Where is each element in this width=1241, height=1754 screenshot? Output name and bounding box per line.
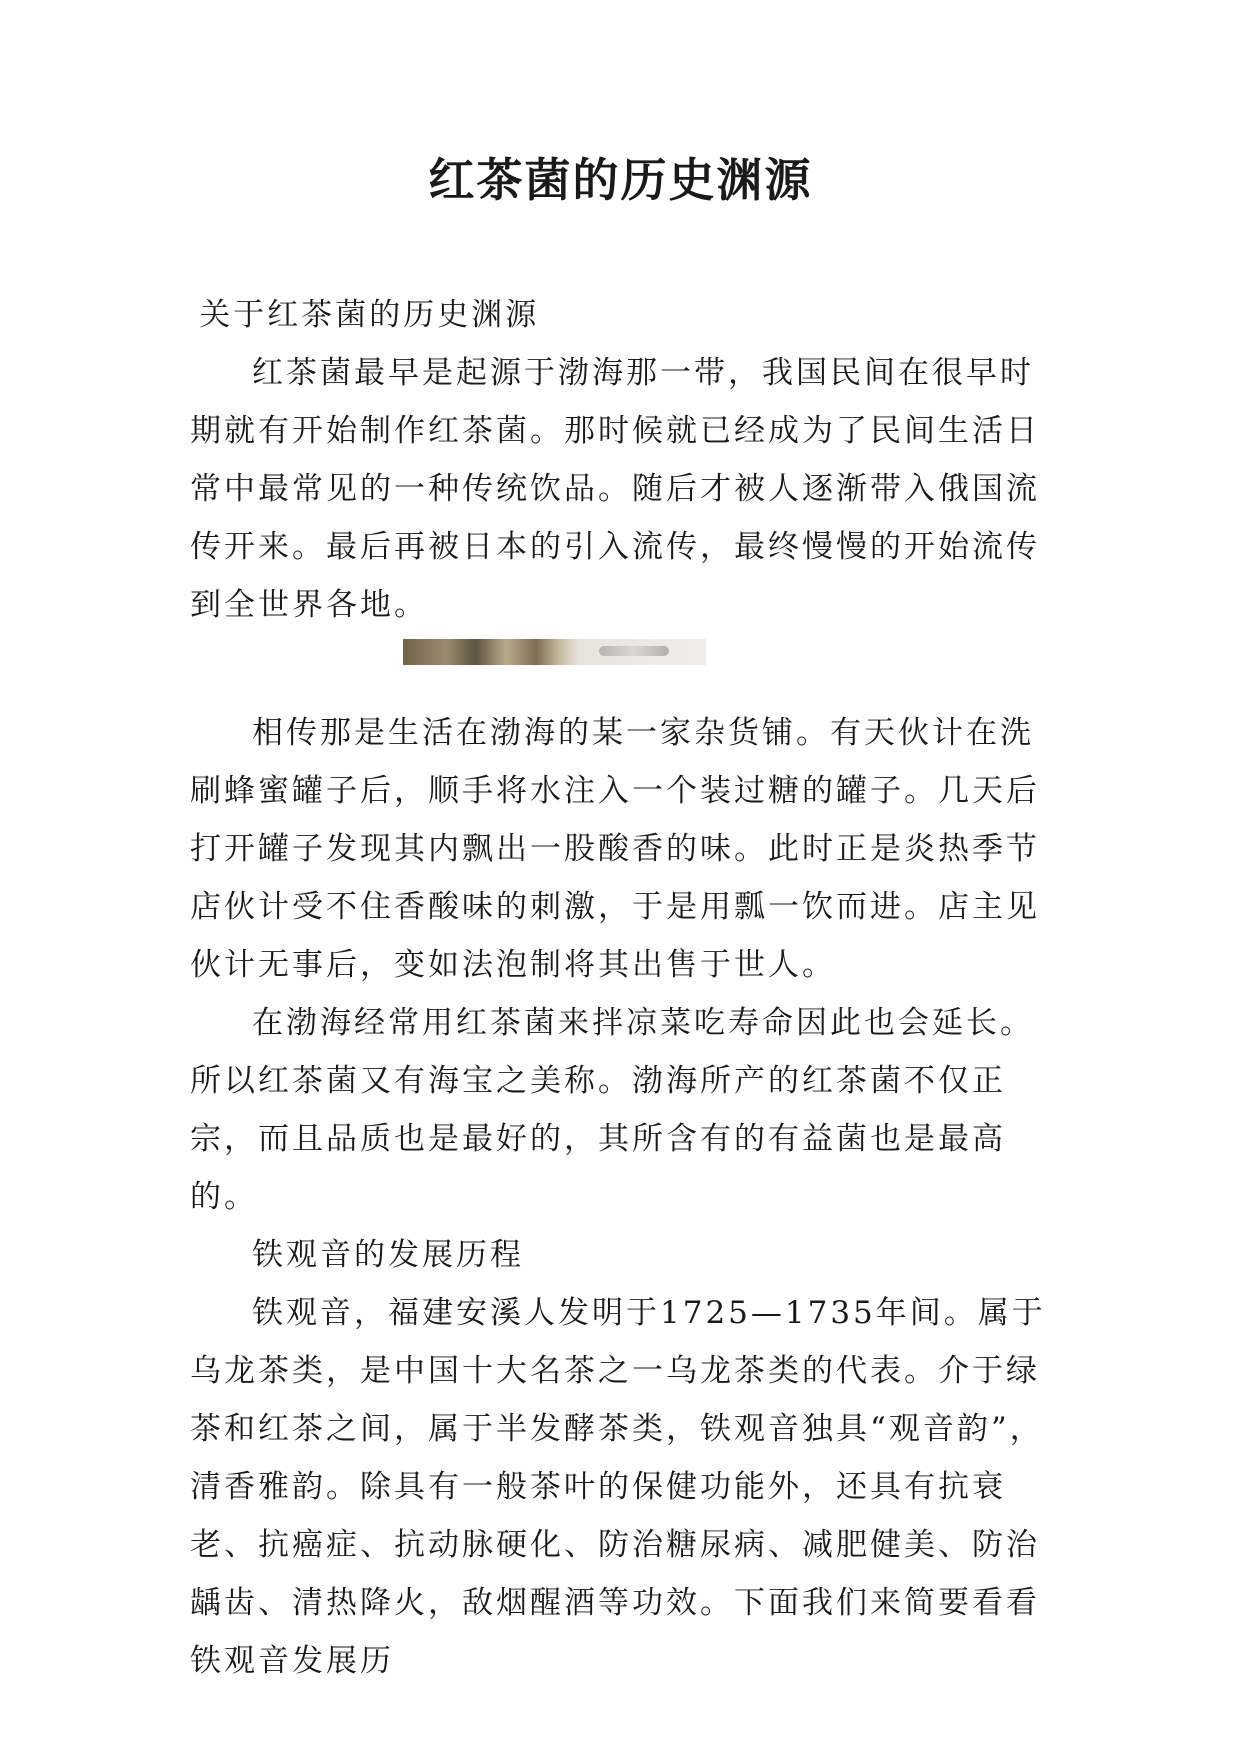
paragraph: 红茶菌最早是起源于渤海那一带，我国民间在很早时期就有开始制作红茶菌。那时候就已经成为了民间生活日常中最常见的一种传统饮品。随后才被人逐渐带入俄国流传开来。最后再被日本的引入流传，最终慢慢的开始流传到全世界各地。 <box>190 355 1040 623</box>
paragraph: 相传那是生活在渤海的某一家杂货铺。有天伙计在洗刷蜂蜜罐子后，顺手将水注入一个装过糖的罐子。几天后打开罐子发现其内飘出一股酸香的味。此时正是炎热季节店伙计受不住香酸味的刺激，于是用瓢一饮而进。店主见伙计无事后，变如法泡制将其出售于世人。 <box>190 715 1040 983</box>
document-title: 红茶菌的历史渊源 <box>428 153 813 207</box>
watermark-logo-icon <box>599 646 669 656</box>
section-heading: 铁观音的发展历程 <box>252 1237 524 1273</box>
paragraph: 铁观音，福建安溪人发明于1725—1735年间。属于乌龙茶类，是中国十大名茶之一乌龙茶类的代表。介于绿茶和红茶之间，属于半发酵茶类，铁观音独具“观音韵”，清香雅韵。除具有一般茶叶的保健功能外，还具有抗衰老、抗癌症、抗动脉硬化、防治糖尿病、减肥健美、防治龋齿、清热降火，敌烟醒酒等功效。下面我们来简要看看铁观音发展历 <box>190 1295 1046 1679</box>
paragraph: 在渤海经常用红茶菌来拌凉菜吃寿命因此也会延长。所以红茶菌又有海宝之美称。渤海所产的红茶菌不仅正宗，而且品质也是最好的，其所含有的有益菌也是最高的。 <box>190 1005 1034 1215</box>
document-body <box>190 286 1050 1690</box>
section-heading: 关于红茶菌的历史渊源 <box>199 297 540 333</box>
cropped-photo <box>403 639 706 665</box>
